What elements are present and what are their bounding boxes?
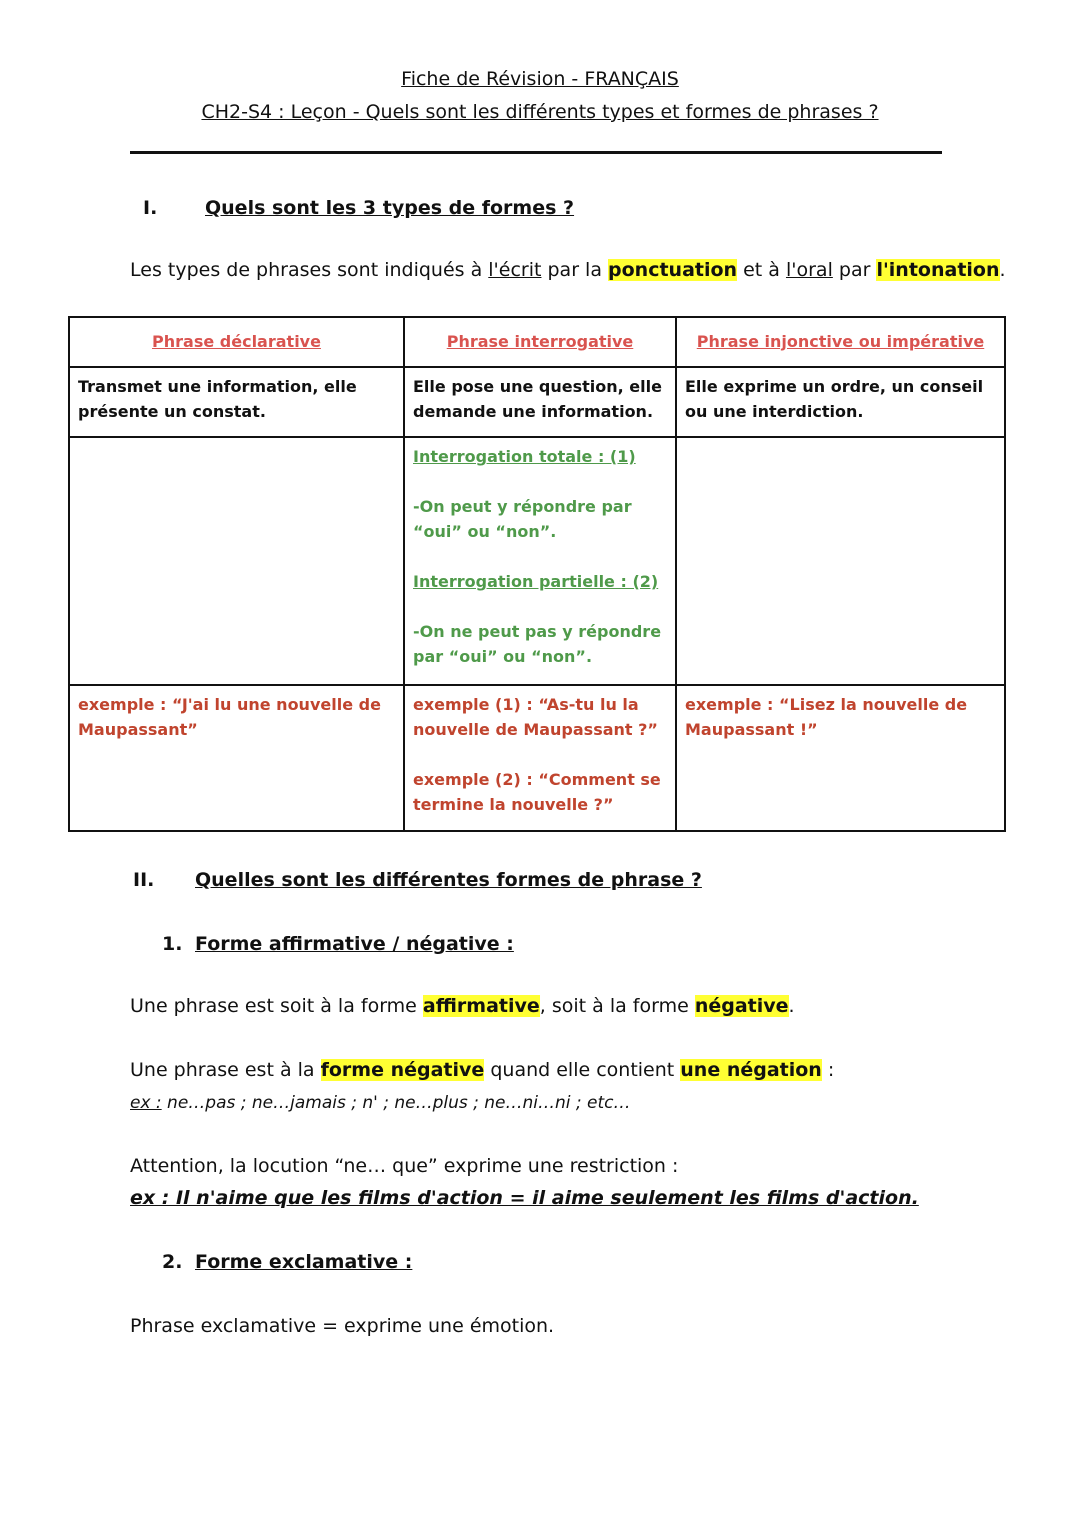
negation-examples (130, 1093, 631, 1113)
intro-text: par la (541, 259, 609, 281)
text: quand elle contient (484, 1059, 681, 1081)
example-interrogative-2: exemple (2) : “Comment se termine la nouvelle ?” (413, 770, 661, 814)
section-2-title: Quelles sont les différentes formes de phrase ? (195, 869, 702, 891)
example-declarative: exemple : “J'ai lu une nouvelle de Maupassant” (69, 685, 404, 831)
text: , soit à la forme (539, 995, 695, 1017)
highlight-intonation: l'intonation (876, 259, 1000, 281)
header-cell (69, 317, 404, 367)
intro-ecrit: l'écrit (488, 259, 542, 281)
interrogation-totale-title: Interrogation totale : (1) (413, 447, 636, 466)
empty-cell (676, 437, 1005, 685)
intro-text: et à (737, 259, 786, 281)
table-row (69, 685, 1005, 831)
highlight-ponctuation: ponctuation (608, 259, 738, 281)
header-cell (404, 317, 676, 367)
subsection-1-number: 1. (162, 933, 183, 955)
section-1-title: Quels sont les 3 types de formes ? (205, 197, 575, 219)
examples-interrogative (404, 685, 676, 831)
lesson-title: CH2-S4 : Leçon - Quels sont les différents types et formes de phrases ? (201, 101, 879, 123)
subsection-2-number: 2. (162, 1251, 183, 1273)
text: . (788, 995, 795, 1017)
text: : (821, 1059, 835, 1081)
header-interrogative: Phrase interrogative (446, 331, 634, 351)
header-injonctive: Phrase injonctive ou impérative (696, 331, 985, 351)
section-2-number: II. (133, 869, 155, 891)
subsection-1-heading (162, 933, 514, 955)
subsection-1-title: Forme affirmative / négative : (195, 933, 514, 955)
attention-line: Attention, la locution “ne… que” exprime une restriction : (130, 1155, 679, 1177)
intro-text: Les types de phrases sont indiqués à (130, 259, 489, 281)
highlight-affirmative: affirmative (422, 995, 540, 1017)
definition-injonctive: Elle exprime un ordre, un conseil ou une interdiction. (676, 367, 1005, 437)
ex-label: ex : (130, 1093, 162, 1113)
intro-text: . (999, 259, 1006, 281)
interrogation-totale-text: -On peut y répondre par “oui” ou “non”. (413, 497, 632, 541)
header-divider (130, 151, 942, 154)
negative-form-line (130, 1059, 834, 1081)
exclamative-definition: Phrase exclamative = exprime une émotion. (130, 1315, 555, 1337)
attention-example: ex : Il n'aime que les films d'action = il aime seulement les films d'action. (130, 1187, 919, 1209)
interrogation-partielle-text: -On ne peut pas y répondre par “oui” ou “non”. (413, 622, 662, 666)
header-declarative: Phrase déclarative (152, 331, 321, 351)
document-title: Fiche de Révision - FRANÇAIS (401, 68, 679, 90)
highlight-forme-negative: forme négative (320, 1059, 485, 1081)
section-1-intro (130, 259, 1006, 281)
section-1-number: I. (143, 197, 158, 219)
table-row (69, 437, 1005, 685)
example-injonctive: exemple : “Lisez la nouvelle de Maupassant !” (676, 685, 1005, 831)
section-1-heading (143, 197, 574, 219)
ex-text: ne…pas ; ne…jamais ; n' ; ne…plus ; ne…ni…ni ; etc… (161, 1093, 631, 1113)
subsection-2-heading (162, 1251, 412, 1273)
highlight-negative: négative (694, 995, 789, 1017)
intro-oral: l'oral (785, 259, 833, 281)
text: Une phrase est soit à la forme (130, 995, 423, 1017)
table-header-row (69, 317, 1005, 367)
interrogation-partielle-title: Interrogation partielle : (2) (413, 572, 659, 591)
text: Une phrase est à la (130, 1059, 321, 1081)
table-row (69, 367, 1005, 437)
interrogation-details (404, 437, 676, 685)
definition-interrogative: Elle pose une question, elle demande une information. (404, 367, 676, 437)
section-2-heading (133, 869, 702, 891)
affirmative-negative-line (130, 995, 795, 1017)
subsection-2-title: Forme exclamative : (195, 1251, 413, 1273)
example-interrogative-1: exemple (1) : “As-tu lu la nouvelle de Maupassant ?” (413, 695, 658, 739)
header-cell (676, 317, 1005, 367)
definition-declarative: Transmet une information, elle présente un constat. (69, 367, 404, 437)
intro-text: par (832, 259, 877, 281)
sentence-types-table (68, 316, 1006, 832)
highlight-negation: une négation (680, 1059, 822, 1081)
empty-cell (69, 437, 404, 685)
